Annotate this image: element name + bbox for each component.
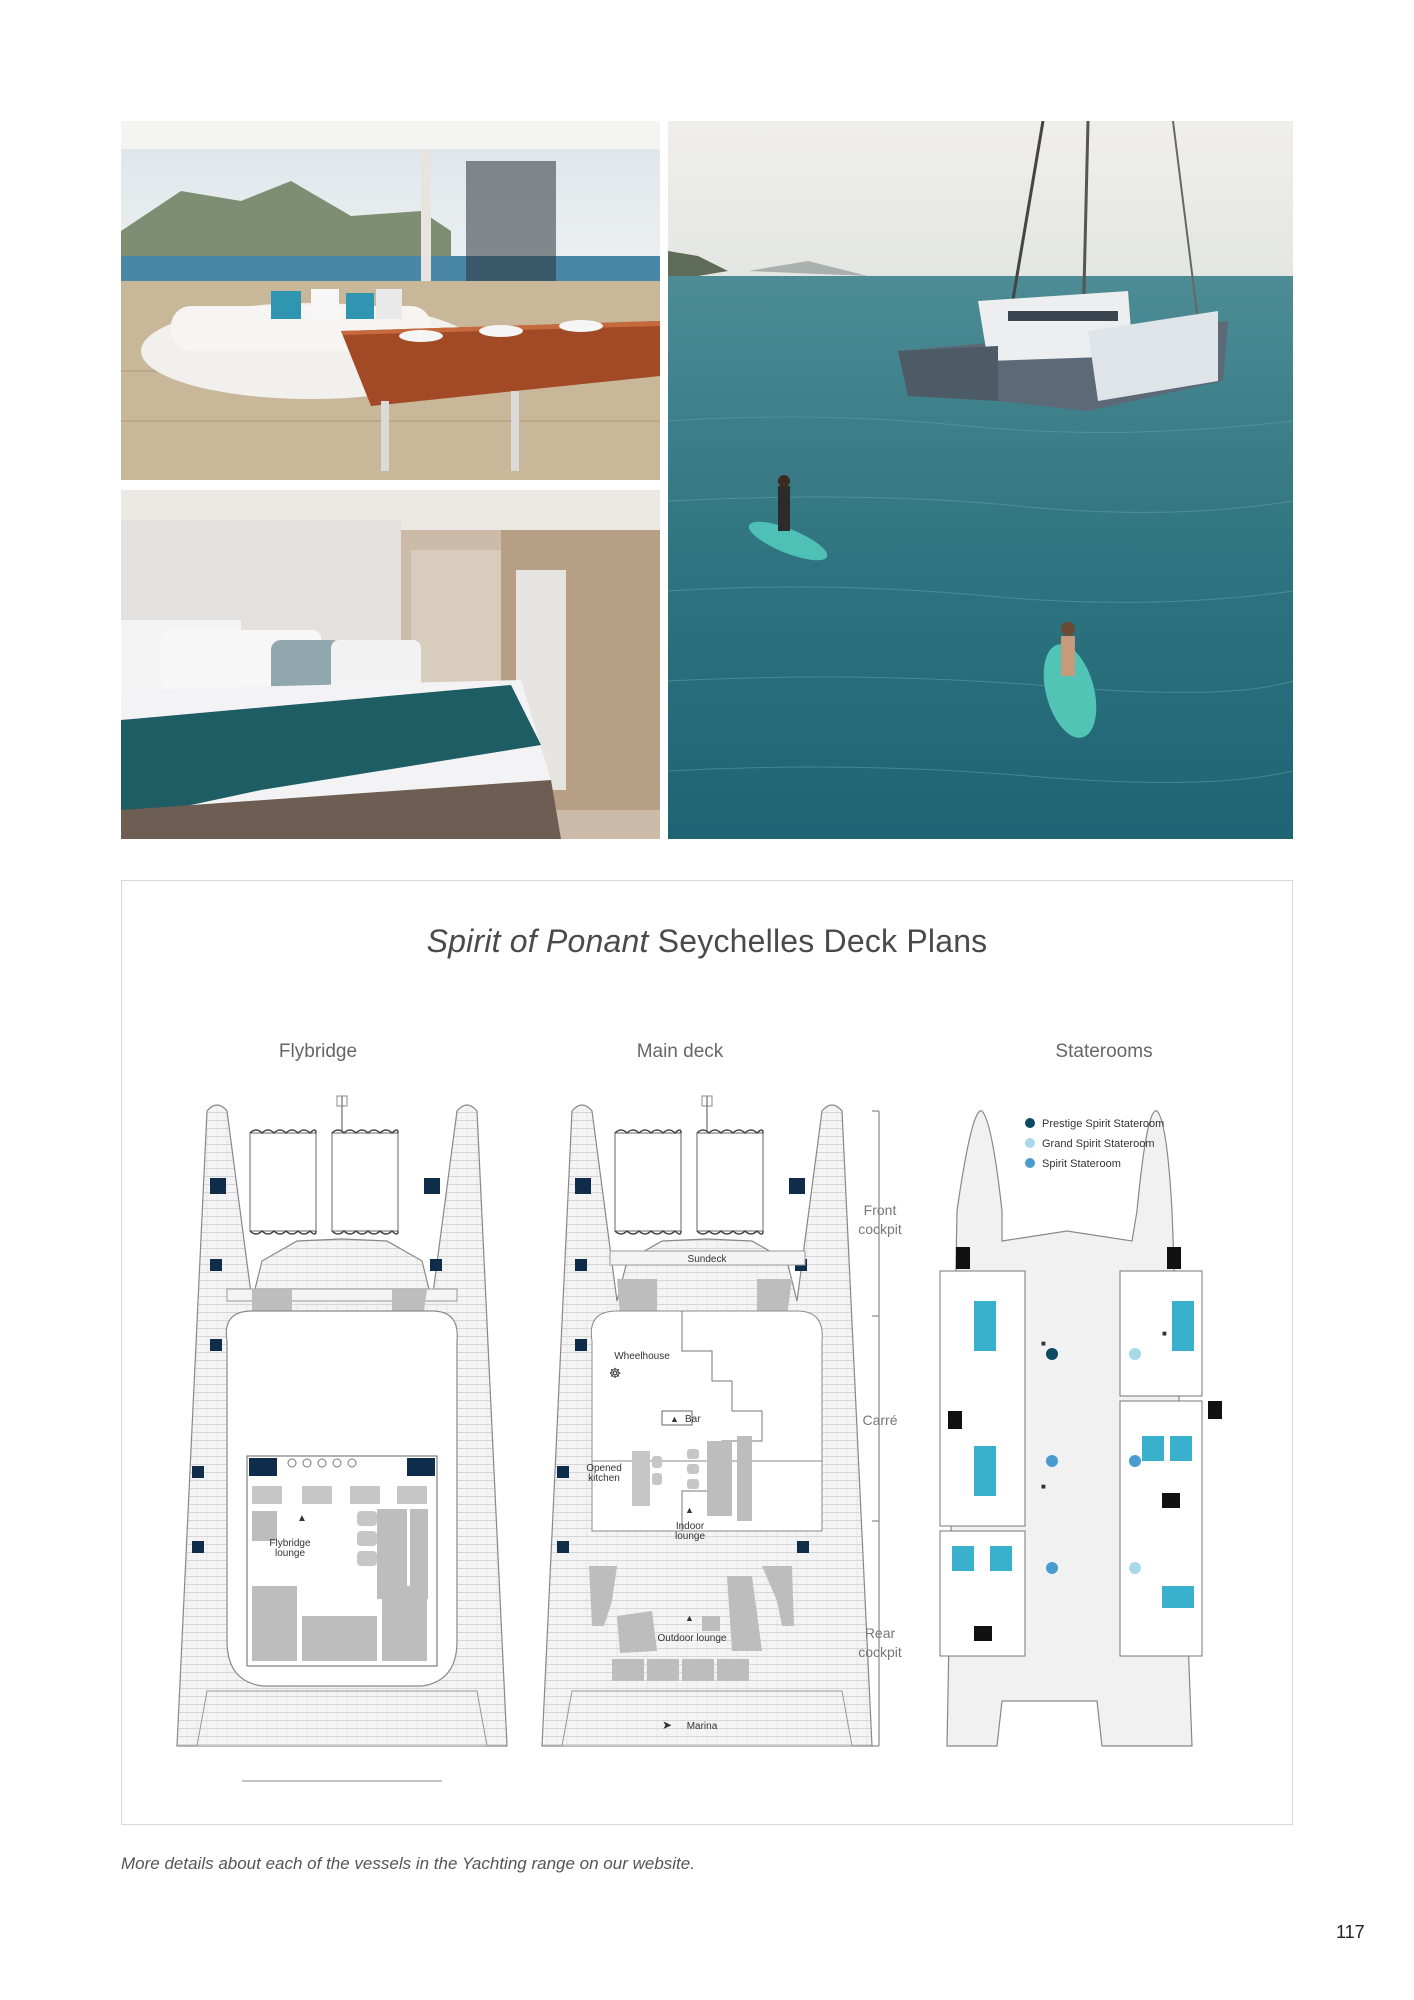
legend-label-spirit: Spirit Stateroom [1042,1158,1121,1170]
rear-cockpit-line1: Rear [864,1625,896,1641]
front-cockpit-line1: Front [863,1202,897,1218]
kitchen-label-2: kitchen [588,1473,620,1484]
rear-cockpit-label [835,1624,925,1662]
kitchen-label-1: Opened [586,1463,622,1474]
main-deck-plan [542,1096,872,1746]
flybridge-heading: Flybridge [278,1041,358,1062]
helm-wheel-icon: ☸ [608,1365,622,1381]
lamp-icon: ■ [1041,1339,1046,1348]
outdoor-lounge-icon: ▲ [685,1613,694,1623]
flybridge-lounge-label-1: Flybridge [269,1538,311,1549]
front-cockpit-line2: cockpit [858,1221,902,1237]
rear-cockpit-line2: cockpit [858,1644,902,1660]
deck-plans-panel [121,880,1293,1825]
catamaran-paddleboard-photo [668,121,1293,839]
staterooms-plan [940,1111,1222,1746]
bar-icon: ▲ [297,1513,307,1524]
title-rest: Seychelles Deck Plans [657,923,988,959]
cabin-bedroom-photo [121,490,660,839]
page-number: 117 [1336,1922,1365,1942]
legend-label-grand: Grand Spirit Stateroom [1042,1138,1155,1150]
indoor-lounge-icon: ▲ [685,1505,694,1515]
wheelhouse-label: Wheelhouse [614,1351,670,1362]
main-deck-heading: Main deck [636,1041,724,1062]
interior-deck-dining-photo [121,121,660,480]
lamp-icon: ■ [1041,1482,1046,1491]
staterooms-heading: Staterooms [1055,1041,1153,1062]
legend-dot-grand [1025,1138,1035,1148]
marina-icon: ➤ [662,1718,673,1732]
bar-stool-icon: ▲ [670,1414,679,1424]
legend-dot-prestige [1025,1118,1035,1128]
carre-label: Carré [862,1412,898,1428]
front-cockpit-label [835,1201,925,1239]
deck-plan-drawings [122,881,1292,1824]
flybridge-plan [177,1096,507,1781]
legend-dot-spirit [1025,1158,1035,1168]
outdoor-lounge-label: Outdoor lounge [657,1633,727,1644]
flybridge-lounge-label-2: lounge [274,1548,306,1559]
footer-note: More details about each of the vessels in the Yachting range on our website. [121,1854,695,1873]
lamp-icon: ■ [1162,1329,1167,1338]
sundeck-label: Sundeck [687,1254,727,1265]
legend-label-prestige: Prestige Spirit Stateroom [1042,1118,1165,1130]
bar-label: Bar [685,1414,701,1425]
marina-label: Marina [686,1721,718,1732]
indoor-lounge-label-1: Indoor [675,1521,705,1532]
title-ship-name: Spirit of Ponant [426,923,649,959]
indoor-lounge-label-2: lounge [674,1531,706,1542]
